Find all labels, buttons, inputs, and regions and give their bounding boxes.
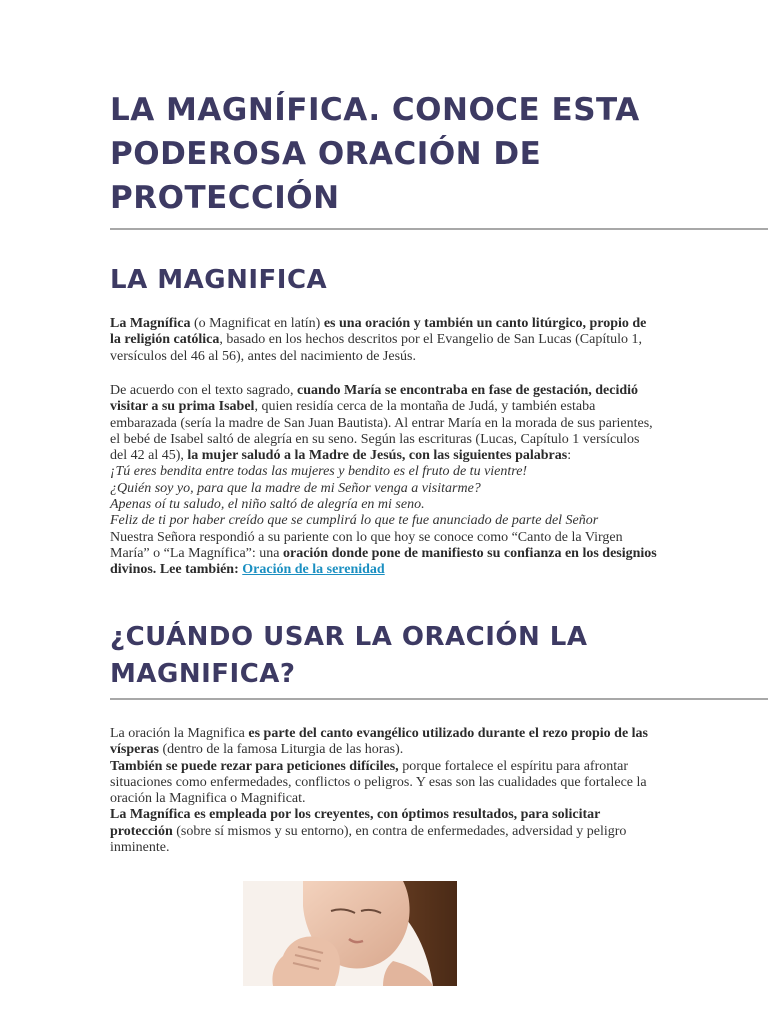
- bold-text: oración donde pone de manifiesto su confianza en los designios divinos.: [110, 545, 657, 578]
- bold-text: También se puede rezar para peticiones difíciles,: [110, 758, 399, 774]
- text: , basado en los hechos descritos por el Evangelio de San Lucas (Capítulo 1, versículos del 46 al 56), antes del nacimiento de Jesús.: [110, 332, 643, 364]
- text: , quien residía cerca de la montaña de Judá, y también estaba embarazada (sería la madre de San Juan Bautista). Al entrar María en la morada de sus parientes, el bebé de Isabel saltó de alegría en su seno. Según las escrituras (Lucas, Capítulo 1 versículos del 42 al 45),: [110, 399, 653, 464]
- section-heading-cuando-usar: ¿CUÁNDO USAR LA ORACIÓN LA MAGNIFICA?: [110, 622, 588, 689]
- quote-line: Feliz de ti por haber creído que se cumplirá lo que te fue anunciado de parte del Señor: [110, 513, 599, 529]
- title-divider: [110, 228, 768, 230]
- text: :: [567, 448, 572, 464]
- bold-text: es una oración y también un canto litúrgico, propio de la religión católica: [110, 316, 647, 348]
- link-oracion-serenidad[interactable]: Oración de la serenidad: [242, 562, 385, 578]
- praying-woman-photo: [243, 881, 457, 986]
- text: (sobre sí mismos y su entorno), en contra de enfermedades, adversidad y peligro inminente.: [110, 823, 627, 856]
- bold-text: es parte del canto evangélico utilizado durante el rezo propio de las vísperas: [110, 726, 649, 758]
- section-heading-la-magnifica: LA MAGNIFICA: [110, 265, 328, 295]
- text: (dentro de la famosa Liturgia de las horas).: [159, 742, 404, 758]
- quote-line: ¿Quién soy yo, para que la madre de mi Señor venga a visitarme?: [110, 480, 481, 496]
- section-divider: [110, 698, 768, 700]
- text: Nuestra Señora respondió a su pariente con lo que hoy se conoce como “Canto de la Virgen María” o “La Magnífica”: una: [110, 529, 623, 561]
- quote-line: ¡Tú eres bendita entre todas las mujeres y bendito es el fruto de tu vientre!: [110, 464, 528, 480]
- praying-woman-illustration: [243, 881, 457, 986]
- page-title: LA MAGNÍFICA. CONOCE ESTA PODEROSA ORACIÓN DE PROTECCIÓN: [110, 92, 640, 216]
- text: De acuerdo con el texto sagrado,: [110, 383, 297, 398]
- text: La oración la Magnifica: [110, 726, 249, 741]
- bold-text: la mujer saludó a la Madre de Jesús, con las siguientes palabras: [187, 448, 568, 464]
- bold-text: La Magnífica: [110, 316, 191, 331]
- paragraph-usage: [110, 726, 658, 856]
- text: porque fortalece el espíritu para afrontar situaciones como enfermedades, conflictos o peligros. Y esas son las cualidades que fortalece la oración la Magnifica o Magnificat.: [110, 758, 647, 807]
- bold-text: cuando María se encontraba en fase de gestación, decidió visitar a su prima Isabel: [110, 383, 639, 415]
- quote-line: Apenas oí tu saludo, el niño saltó de alegría en mi seno.: [110, 497, 425, 513]
- text: (o Magnificat en latín): [190, 316, 324, 331]
- see-also-label: Lee también:: [156, 562, 243, 578]
- paragraph-visitation: [110, 383, 658, 579]
- bold-text: La Magnífica es empleada por los creyentes, con óptimos resultados, para solicitar protección: [110, 807, 601, 839]
- paragraph-intro: [110, 316, 658, 365]
